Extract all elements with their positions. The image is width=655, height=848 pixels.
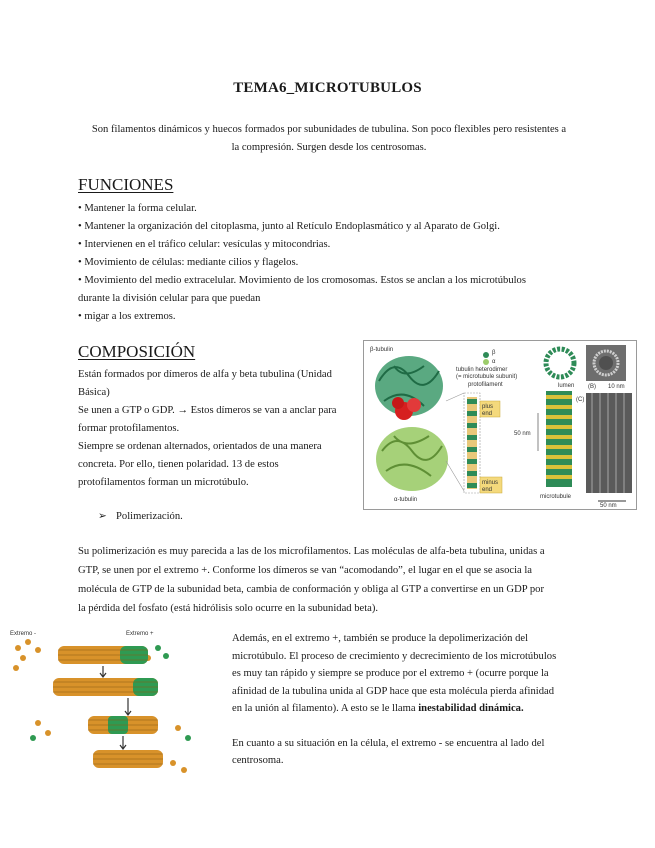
- text-line: en la unión al filamento). A esto se le llama: [232, 703, 419, 714]
- paragraph: [232, 630, 582, 718]
- dynamic-instability-illustration: [8, 628, 218, 780]
- page-title: TEMA6_MICROTUBULOS: [233, 80, 422, 96]
- text-line: formar protofilamentos.: [78, 423, 180, 434]
- scale-10nm-label: 10 nm: [608, 384, 625, 390]
- microtubule-state-2: [53, 678, 158, 696]
- text-line: En cuanto a su situación en la célula, el extremo - se encuentra al lado del: [232, 737, 545, 749]
- composicion-heading: COMPOSICIÓN: [78, 342, 196, 361]
- microtubule-structure-illustration: [364, 341, 636, 509]
- lumen-label: lumen: [558, 383, 575, 389]
- text-line: molécula de GTP de la subunidad beta, cambia de conformación y obliga al GTP a convertirse en un GDP por: [78, 584, 544, 595]
- text-line: centrosoma.: [232, 755, 284, 766]
- minus-end-caption: Extremo -: [10, 631, 37, 637]
- list-item: • migar a los extremos.: [78, 311, 176, 322]
- microtubule-structure-figure: [363, 340, 637, 510]
- microtubule-state-1: [58, 646, 148, 664]
- heterodimer-sub-label: (= microtubule subunit): [456, 374, 518, 380]
- list-item: • Movimiento de células: mediante cilios y flagelos.: [78, 257, 299, 268]
- intro-paragraph: [78, 121, 580, 157]
- microtubule-model-icon: [546, 391, 572, 487]
- scale-50nm-b-label: 50 nm: [600, 503, 617, 509]
- alpha-symbol-label: α: [492, 359, 496, 365]
- text-line: la pérdida del fosfato (está hidrólisis solo ocurre en la subunidad beta).: [78, 603, 379, 614]
- intro-line: la compresión. Surgen desde los centrosomas.: [231, 142, 427, 153]
- protofilament-column: [467, 397, 477, 489]
- protofilament-label: protofilament: [468, 382, 503, 388]
- beta-symbol-label: β: [492, 350, 496, 356]
- sub-bullet-label: Polimerización.: [116, 511, 183, 522]
- microtubule-state-3: [88, 716, 158, 734]
- panel-c-label: (C): [576, 397, 585, 403]
- plus-end-label: plus: [482, 404, 494, 410]
- text-line: GTP, se unen por el extremo +. Conforme los dímeros se van “acomodando”, el lugar en el que se asocia la: [78, 565, 533, 576]
- list-item: • Movimiento del medio extracelular. Movimiento de los cromosomas. Estos se anclan a los microtúbulos: [78, 275, 526, 286]
- alpha-tubulin-label: α-tubulin: [394, 497, 418, 503]
- microtubule-cross-section-icon: [546, 349, 574, 377]
- arrow-bullet-icon: ➢: [98, 511, 107, 522]
- heterodimer-label: tubulin heterodimer: [456, 367, 508, 373]
- em-cross-section-image: [586, 345, 626, 381]
- microtubule-state-4: [93, 750, 163, 768]
- text-line: Básica): [78, 387, 110, 398]
- polimerizacion-paragraph: [78, 542, 583, 618]
- funciones-list: [78, 200, 583, 326]
- tubulin-dimer-icon: [483, 352, 489, 365]
- list-item: • Mantener la organización del citoplasma, junto al Retículo Endoplasmático y al Aparato de Golgi.: [78, 221, 500, 232]
- text-line: Están formados por dímeros de alfa y beta tubulina (Unidad: [78, 369, 332, 380]
- text-line: Siempre se ordenan alternados, orientados de una manera: [78, 441, 322, 452]
- plus-end-caption: Extremo +: [126, 631, 154, 637]
- text-line: microtúbulo. El proceso de crecimiento y decrecimiento de los microtúbulos: [232, 650, 557, 662]
- microtubule-label: microtubule: [540, 494, 572, 500]
- dynamic-instability-text: [232, 630, 582, 770]
- text-line: es muy tan rápido y siempre se produce por el extremo + (ocurre porque la: [232, 668, 549, 679]
- panel-b-label: (B): [588, 384, 596, 390]
- composicion-text: [78, 366, 360, 492]
- list-item: • Mantener la forma celular.: [78, 203, 197, 214]
- text-line: Se unen a GTP o GDP. → Estos dímeros se van a anclar para: [78, 405, 337, 416]
- list-item: • Intervienen en el tráfico celular: vesículas y mitocondrias.: [78, 239, 331, 250]
- text-line: concreta. Por ello, tienen polaridad. 13 de estos: [78, 459, 279, 470]
- paragraph: [232, 735, 582, 770]
- polimerizacion-bullet: [98, 510, 183, 522]
- funciones-heading: FUNCIONES: [78, 175, 174, 194]
- alpha-tubulin-ribbon-icon: [376, 427, 448, 491]
- minus-end-label-2: end: [482, 487, 493, 493]
- scale-50nm-label: 50 nm: [514, 431, 531, 437]
- text-line: Su polimerización es muy parecida a las de los microfilamentos. Las moléculas de alfa-beta tubulina, unidas a: [78, 546, 545, 557]
- intro-line: Son filamentos dinámicos y huecos formados por subunidades de tubulina. Son poco flexibles pero resistentes a: [91, 124, 567, 135]
- em-longitudinal-image: [586, 393, 632, 493]
- text-line: afinidad de la tubulina unida al GDP hace que esta molécula pierda afinidad: [232, 685, 555, 697]
- dynamic-instability-figure: [8, 628, 218, 780]
- list-item: durante la división celular para que puedan: [78, 293, 261, 304]
- text-line: Además, en el extremo +, también se produce la depolimerización del: [232, 633, 529, 644]
- plus-end-label-2: end: [482, 411, 493, 417]
- minus-end-label: minus: [482, 480, 499, 486]
- beta-tubulin-label: β-tubulin: [370, 347, 394, 353]
- text-line: protofilamentos forman un microtúbulo.: [78, 477, 249, 488]
- key-term: inestabilidad dinámica.: [418, 703, 524, 714]
